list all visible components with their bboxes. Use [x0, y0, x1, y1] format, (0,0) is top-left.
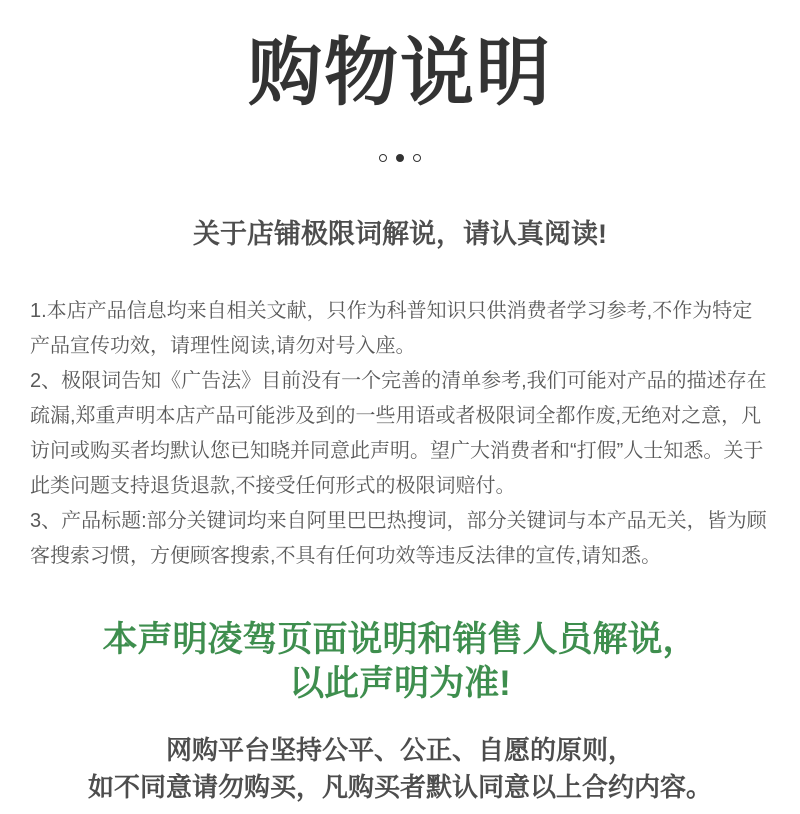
carousel-dots — [0, 153, 800, 163]
footer-line-1: 网购平台坚持公平、公正、自愿的原则， — [165, 735, 634, 765]
disclaimer-body — [0, 294, 800, 574]
footer-note — [0, 732, 800, 806]
statement-line-2: 以此声明为准! — [289, 664, 511, 703]
footer-line-2: 如不同意请勿购买，凡购买者默认同意以上合约内容。 — [87, 772, 712, 802]
statement-line-1: 本声明凌驾页面说明和销售人员解说， — [102, 620, 698, 659]
statement-heading — [0, 618, 800, 706]
page-title: 购物说明 — [248, 31, 552, 114]
disclaimer-paragraph-1: 1.本店产品信息均来自相关文献，只作为科普知识只供消费者学习参考,不作为特定产品宣传功效，请理性阅读,请勿对号入座。 — [30, 300, 753, 357]
disclaimer-paragraph-2: 2、极限词告知《广告法》目前没有一个完善的清单参考,我们可能对产品的描述存在疏漏,郑重声明本店产品可能涉及到的一些用语或者极限词全都作废,无绝对之意，凡访问或购买者均默认您已知晓并同意此声明。望广大消费者和“打假”人士知悉。关于此类问题支持退货退款,不接受任何形式的极限词赔付。 — [30, 370, 767, 497]
carousel-dot — [396, 154, 404, 162]
carousel-dot — [379, 154, 387, 162]
notice-heading: 关于店铺极限词解说，请认真阅读! — [193, 219, 607, 249]
carousel-dot — [413, 154, 421, 162]
disclaimer-paragraph-3: 3、产品标题:部分关键词均来自阿里巴巴热搜词，部分关键词与本产品无关，皆为顾客搜索习惯，方便顾客搜索,不具有任何功效等违反法律的宣传,请知悉。 — [30, 510, 767, 567]
